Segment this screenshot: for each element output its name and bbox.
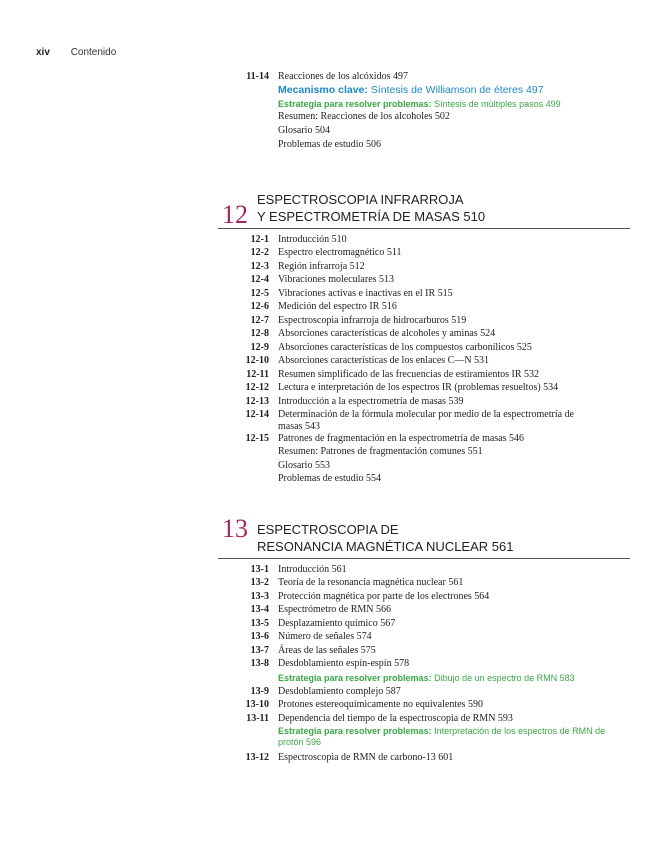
section-title: Vibraciones moleculares 513 — [278, 274, 395, 285]
section-title: Teoría de la resonancia magnética nuclear 561 — [278, 577, 464, 588]
section-title: Resumen: Patrones de fragmentación comunes 551 — [278, 446, 483, 457]
section-title: Espectroscopia de RMN de carbono-13 601 — [278, 752, 454, 763]
chapter-title-line1: ESPECTROSCOPIA INFRARROJA — [257, 192, 464, 207]
section-number: 13-3 — [250, 591, 269, 602]
section-title: Problemas de estudio 506 — [278, 139, 382, 150]
section-number: 13-11 — [246, 713, 269, 724]
section-title: Espectro electromagnético 511 — [278, 247, 402, 258]
section-title: Glosario 504 — [278, 125, 330, 136]
section-number: 12-11 — [246, 369, 269, 380]
key-mechanism-text: Síntesis de Williamson de éteres 497 — [367, 84, 544, 96]
chapter-title-line2: Y ESPECTROMETRÍA DE MASAS 510 — [257, 209, 486, 224]
section-number: 13-5 — [250, 618, 269, 629]
chapter-title — [257, 191, 485, 225]
chapter-number: 13 — [222, 514, 248, 543]
section-number: 12-14 — [245, 409, 269, 420]
section-number: 12-5 — [250, 288, 269, 299]
section-title: Vibraciones activas e inactivas en el IR 515 — [278, 288, 453, 299]
section-number: 13-1 — [250, 564, 269, 575]
section-number: 12-2 — [250, 247, 269, 258]
strategy-label: Estrategia para resolver problemas: — [278, 726, 432, 736]
chapter-divider — [218, 228, 630, 229]
strategy-text: Dibujo de un espectro de RMN 583 — [431, 673, 575, 683]
section-number: 13-7 — [250, 645, 269, 656]
chapter-title — [257, 521, 513, 555]
section-number: 13-8 — [250, 658, 269, 669]
chapter-divider — [218, 558, 630, 559]
section-number: 12-15 — [245, 433, 269, 444]
section-title: Determinación de la fórmula molecular por medio de la espectrometría de masas 543 — [278, 409, 574, 432]
section-title: Absorciones características de los compuestos carbonílicos 525 — [278, 342, 532, 353]
running-head: Contenido — [70, 47, 117, 58]
section-title: Espectrómetro de RMN 566 — [278, 604, 392, 615]
section-title: Medición del espectro IR 516 — [278, 301, 397, 312]
section-title: Lectura e interpretación de los espectros IR (problemas resueltos) 534 — [278, 382, 559, 393]
page-header — [36, 47, 116, 58]
section-number: 12-7 — [250, 315, 269, 326]
section-number: 13-12 — [245, 752, 269, 763]
section-number: 12-1 — [250, 234, 269, 245]
section-number: 12-4 — [250, 274, 269, 285]
chapter-number: 12 — [222, 200, 248, 229]
section-title: Protones estereoquímicamente no equivalentes 590 — [278, 699, 483, 710]
page-number: xiv — [36, 47, 50, 58]
section-title: Desdoblamiento complejo 587 — [278, 686, 401, 697]
strategy-text: Interpretación de los espectros de RMN de protón 596 — [278, 726, 606, 747]
section-title: Introducción 561 — [278, 564, 347, 575]
key-mechanism-label: Mecanismo clave: — [278, 84, 368, 96]
section-number: 13-9 — [250, 686, 269, 697]
section-title: Número de señales 574 — [278, 631, 372, 642]
section-title: Espectroscopia infrarroja de hidrocarburos 519 — [278, 315, 467, 326]
section-title: Protección magnética por parte de los electrones 564 — [278, 591, 490, 602]
chapter-title-line2: RESONANCIA MAGNÉTICA NUCLEAR 561 — [257, 539, 514, 554]
section-title: Reacciones de los alcóxidos 497 — [278, 71, 408, 82]
section-number: 12-9 — [250, 342, 269, 353]
section-title: Absorciones características de alcoholes y aminas 524 — [278, 328, 496, 339]
section-title: Desplazamiento químico 567 — [278, 618, 396, 629]
section-title: Glosario 553 — [278, 460, 330, 471]
section-number: 13-4 — [250, 604, 269, 615]
section-title: Resumen simplificado de las frecuencias de estiramientos IR 532 — [278, 369, 540, 380]
section-title: Desdoblamiento espín-espín 578 — [278, 658, 410, 669]
section-number: 12-3 — [250, 261, 269, 272]
strategy-text: Síntesis de múltiples pasos 499 — [431, 99, 561, 109]
section-number: 12-13 — [245, 396, 269, 407]
section-number: 12-8 — [250, 328, 269, 339]
section-number: 12-10 — [245, 355, 269, 366]
section-title: Región infrarroja 512 — [278, 261, 365, 272]
section-title: Introducción a la espectrometría de masas 539 — [278, 396, 464, 407]
section-number: 12-12 — [245, 382, 269, 393]
section-title: Problemas de estudio 554 — [278, 473, 382, 484]
strategy-label: Estrategia para resolver problemas: — [278, 99, 432, 109]
section-number: 12-6 — [250, 301, 269, 312]
chapter-title-line1: ESPECTROSCOPIA DE — [257, 522, 399, 537]
section-number: 13-2 — [250, 577, 269, 588]
section-title: Patrones de fragmentación en la espectrometría de masas 546 — [278, 433, 525, 444]
section-title: Introducción 510 — [278, 234, 347, 245]
strategy-label: Estrategia para resolver problemas: — [278, 673, 432, 683]
section-number: 13-10 — [245, 699, 269, 710]
section-number: 11-14 — [246, 71, 269, 82]
section-title: Áreas de las señales 575 — [278, 645, 376, 656]
section-title: Absorciones características de los enlaces C—N 531 — [278, 355, 490, 366]
section-title: Resumen: Reacciones de los alcoholes 502 — [278, 111, 450, 122]
section-title: Dependencia del tiempo de la espectroscopia de RMN 593 — [278, 713, 513, 724]
section-number: 13-6 — [250, 631, 269, 642]
